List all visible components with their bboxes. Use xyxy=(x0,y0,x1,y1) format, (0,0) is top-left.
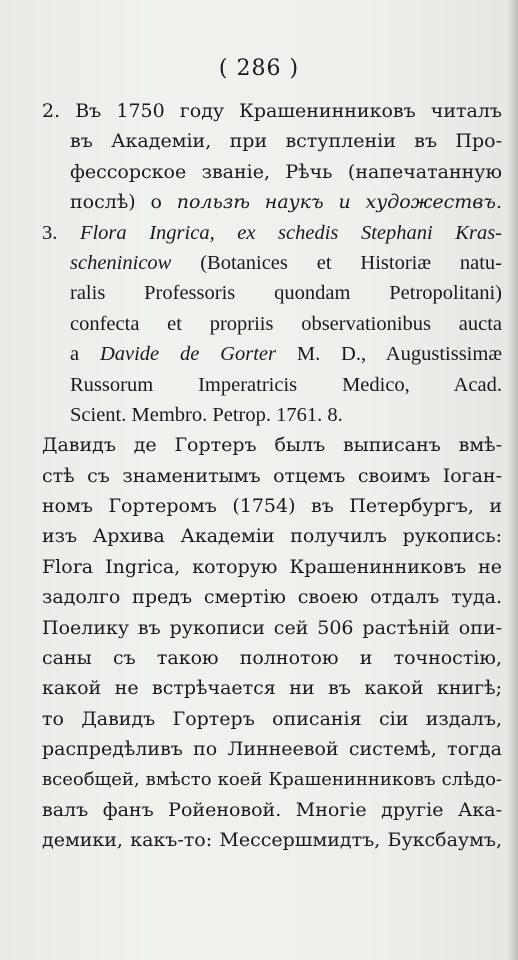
note-3-line-6: Russorum Imperatricis Medico, Acad. xyxy=(70,373,502,396)
note-2-line-1: 2. Въ 1750 году Крашенинниковъ читалъ xyxy=(42,100,502,122)
note-3-line-2 xyxy=(42,248,502,278)
paragraph-line-13: валъ фанъ Ройеновой. Многіе другіе Ака- xyxy=(42,798,502,821)
note-3-number: 3. xyxy=(42,221,80,244)
paragraph-line-4: изъ Архива Академіи получилъ рукопись: xyxy=(42,525,502,548)
paragraph-line-5: Flora Ingrica, которую Крашенинниковъ не xyxy=(42,555,502,578)
paragraph-line-12: всеобщей, вмѣсто коей Крашенинниковъ слѣдо- xyxy=(42,768,502,790)
note-3-line-5 xyxy=(42,339,502,369)
paragraph-line-14: демики, какъ-то: Мессершмидтъ, Буксбаумъ, xyxy=(42,829,502,852)
paragraph-line-9: какой не встрѣчается ни въ какой книгѣ; xyxy=(42,677,502,700)
note-3-line-5-pre: a xyxy=(70,343,100,366)
note-3-line-3: ralis Professoris quondam Petropolitani) xyxy=(70,282,502,305)
note-3-line-4: confecta et propriis observationibus aucta xyxy=(70,312,502,335)
note-2-line-3: фессорское званіе, Рѣчь (напечатанную xyxy=(70,160,502,183)
paragraph-line-1: Давидъ де Гортеръ былъ выписанъ вмѣ- xyxy=(42,434,502,457)
note-3-line-2-italic: scheninicow xyxy=(70,251,172,274)
paragraph-line-10: то Давидъ Гортеръ описанія сіи издалъ, xyxy=(42,707,502,730)
page-number: ( 286 ) xyxy=(218,56,300,81)
page-edge-shadow xyxy=(508,0,518,960)
paragraph-line-6: задолго предъ смертію своею отдалъ туда. xyxy=(42,586,502,609)
paragraph-line-2: стѣ съ знаменитымъ отцемъ своимъ Іоган- xyxy=(42,464,502,487)
note-2-line-4-italic: пользѣ наукъ и художествъ. xyxy=(176,191,503,214)
paragraph-line-8: саны съ такою полнотою и точностію, xyxy=(42,647,502,670)
note-3-line-1 xyxy=(42,218,502,248)
note-2-line-4-prefix: послѣ) о xyxy=(70,191,177,214)
note-3-line-5-rest: M. D., Augustissimæ xyxy=(276,343,502,366)
note-2-line-4 xyxy=(42,187,502,217)
page-body xyxy=(42,96,502,856)
note-3-title-italic: Flora Ingrica, ex schedis Stephani Kras- xyxy=(79,221,502,244)
note-2-line-2: въ Академіи, при вступленіи въ Про- xyxy=(70,130,502,153)
note-3-line-2-rest: (Botanices et Historiæ natu- xyxy=(171,251,502,274)
note-3-line-7: Scient. Membro. Petrop. 1761. 8. xyxy=(70,403,343,426)
paragraph-line-11: распредѣливъ по Линнеевой системѣ, тогда xyxy=(42,738,502,761)
paragraph-line-7: Поелику въ рукописи сей 506 растѣній опи- xyxy=(42,616,502,639)
note-3-author-italic: Davide de Gorter xyxy=(99,343,276,366)
paragraph-line-3: номъ Гортеромъ (1754) въ Петербургъ, и xyxy=(42,495,502,518)
